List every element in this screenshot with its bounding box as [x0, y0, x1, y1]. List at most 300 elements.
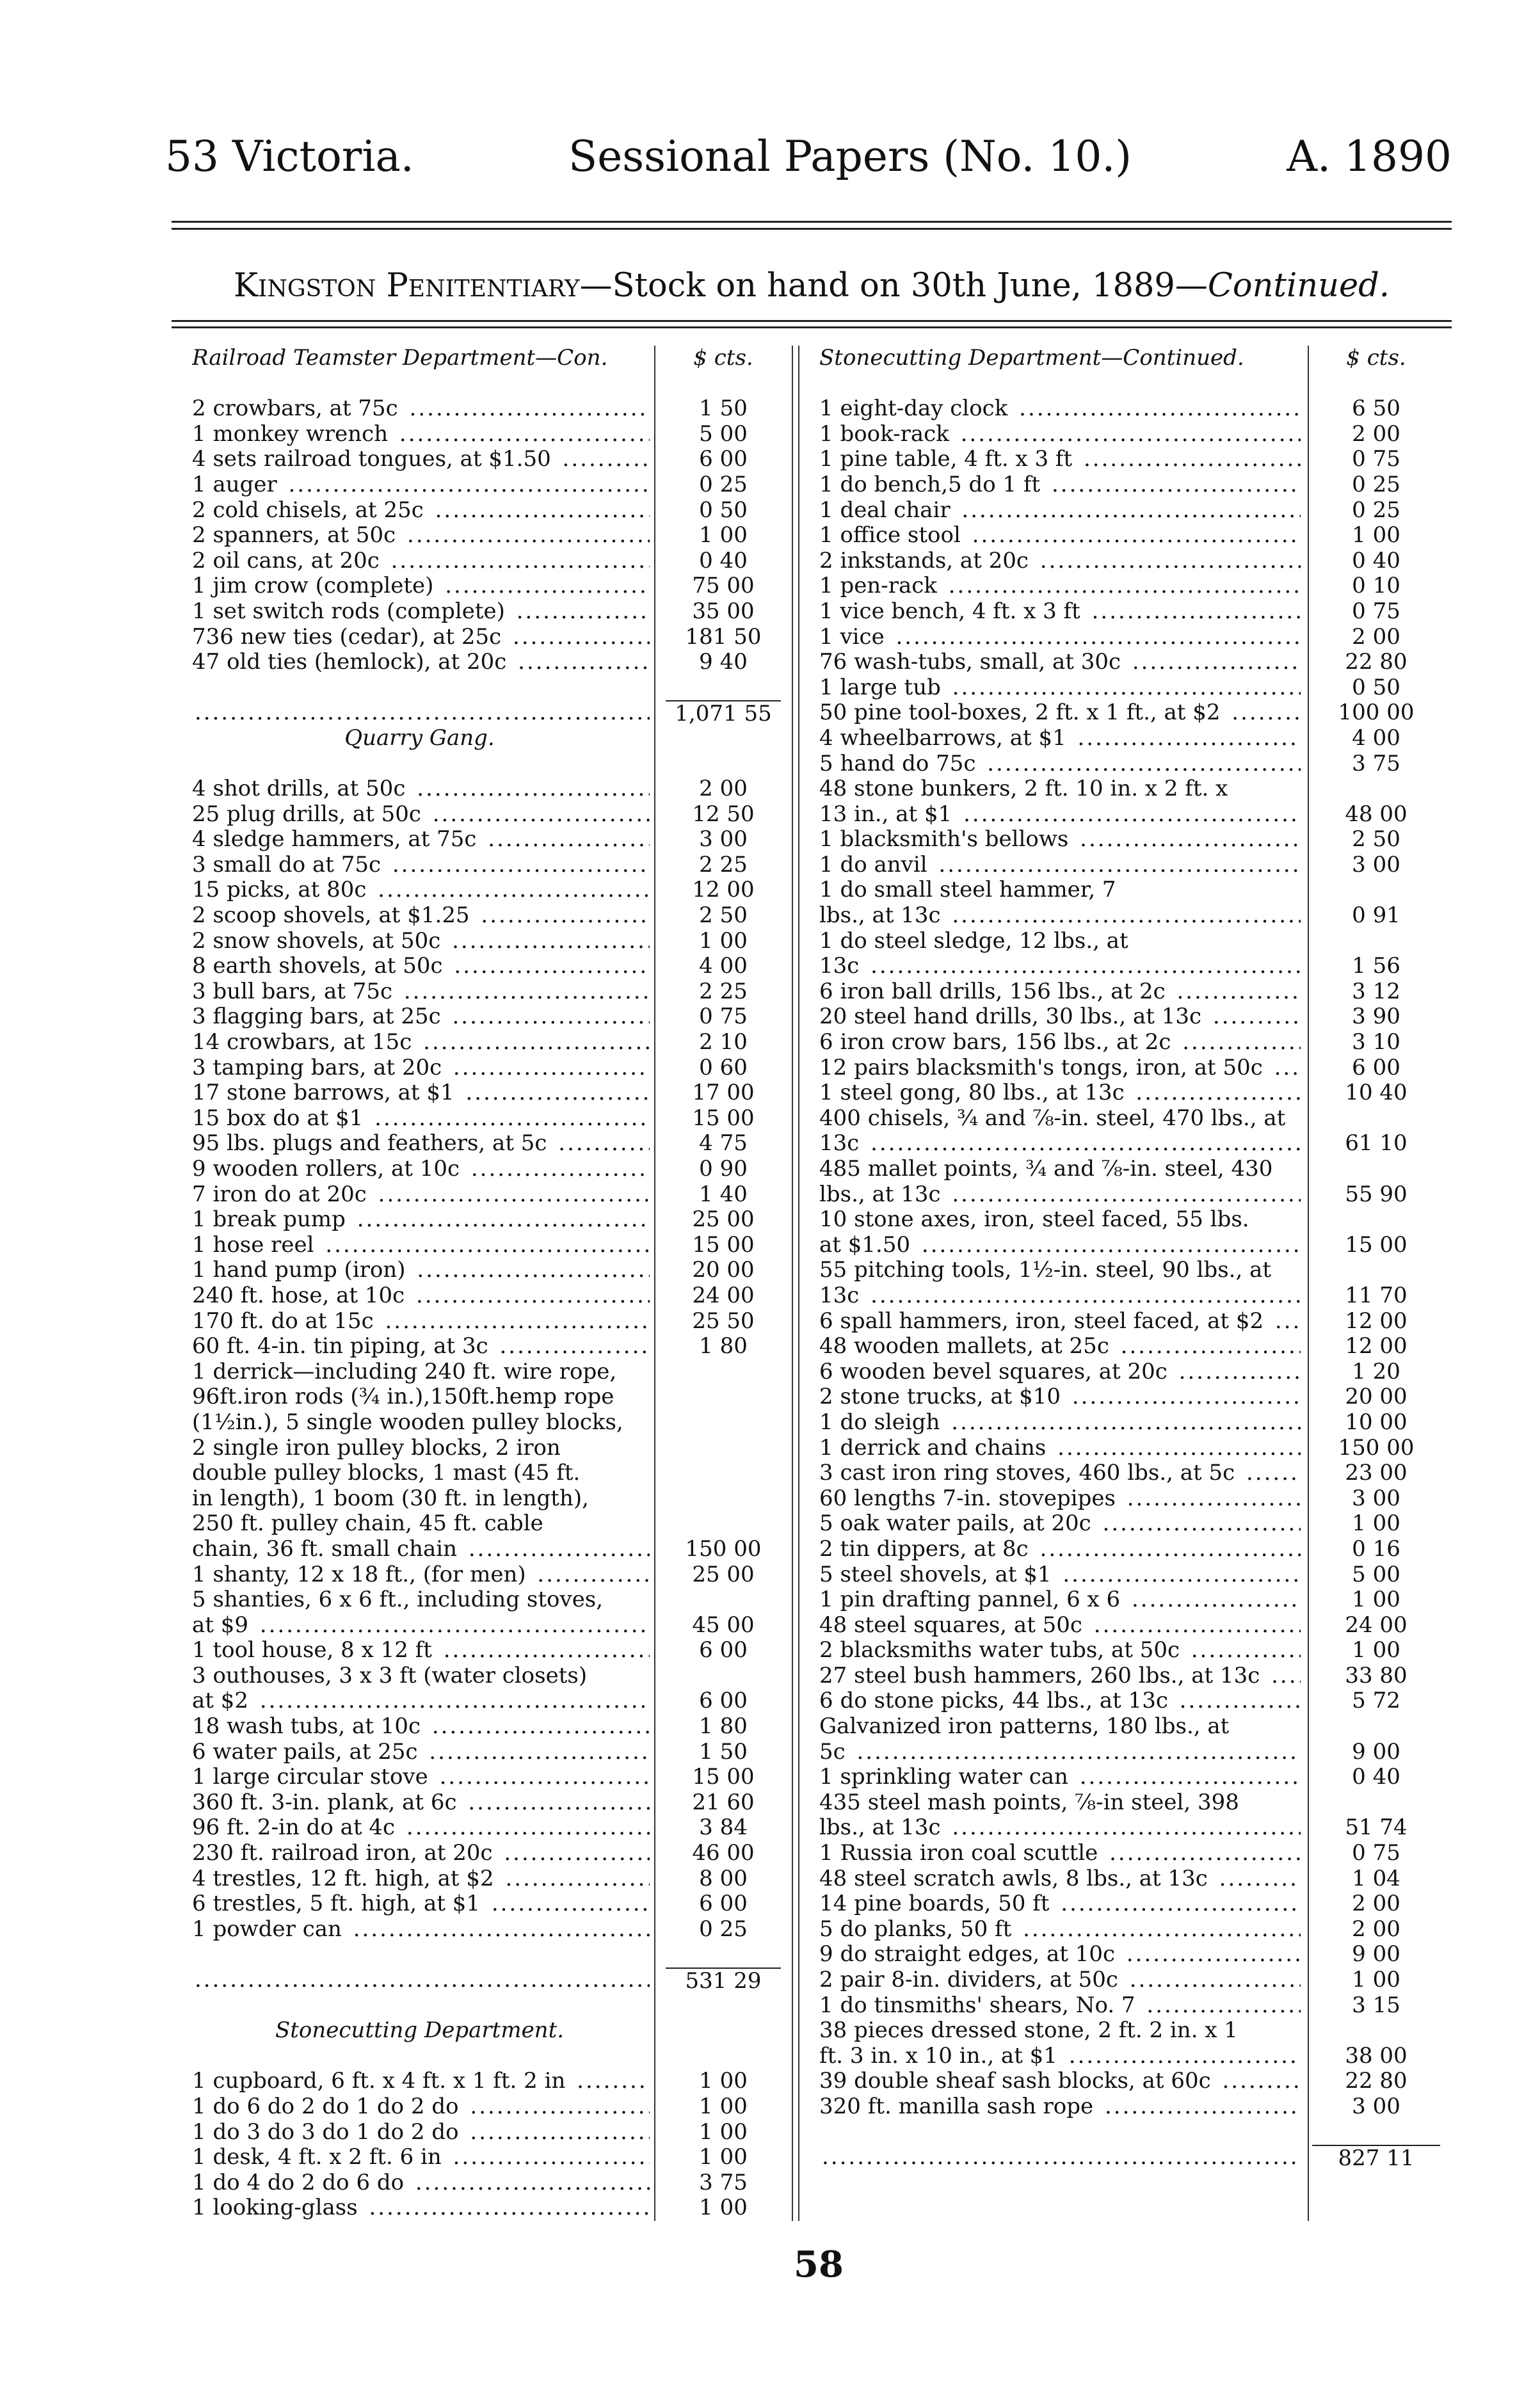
left-row: [192, 2094, 787, 2120]
right-item-description: [819, 1486, 1301, 1512]
right-row: [819, 1207, 1447, 1233]
right-item-text: 5 hand do 75c: [819, 751, 978, 776]
left-item-text: 2 crowbars, at 75c: [192, 396, 401, 421]
right-item-text: 400 chisels, ¾ and ⅞-in. steel, 470 lbs., at: [819, 1106, 1288, 1131]
right-item-text: 12 pairs blacksmith's tongs, iron, at 50c: [819, 1055, 1265, 1080]
left-item-text: at $9: [192, 1613, 251, 1638]
right-item-amount: 10 00: [1345, 1409, 1408, 1435]
left-item-text: [192, 2044, 195, 2069]
right-item-amount: 1 56: [1352, 953, 1400, 979]
left-item-amount: 15 00: [692, 1231, 755, 1258]
left-item-description: [192, 827, 650, 853]
right-item-description: [819, 1283, 1301, 1309]
left-item-description: [192, 472, 650, 498]
left-item-text: Stonecutting Department.: [275, 2018, 566, 2043]
right-item-text: 60 lengths 7-in. stovepipes: [819, 1486, 1118, 1511]
right-item-text: 39 double sheaf sash blocks, at 60c: [819, 2069, 1214, 2094]
right-item-description: [819, 1461, 1301, 1486]
right-row: [819, 346, 1447, 371]
right-row: [819, 1334, 1447, 1359]
left-item-description: [192, 1917, 650, 1943]
right-row: [819, 1917, 1447, 1943]
left-item-amount: 531 29: [666, 1967, 781, 1994]
left-row: [192, 1993, 787, 2019]
left-row: [192, 1258, 787, 1283]
left-row: [192, 1233, 787, 1258]
left-item-amount: 15 00: [692, 1764, 755, 1790]
right-item-text: 10 stone axes, iron, steel faced, 55 lbs.: [819, 1207, 1252, 1232]
right-item-text: 2 tin dippers, at 8c: [819, 1537, 1031, 1562]
right-item-amount: 6 50: [1352, 396, 1400, 422]
left-row: [192, 650, 787, 675]
right-item-description: [819, 573, 1301, 599]
right-item-amount: 100 00: [1338, 700, 1415, 726]
right-item-text: 5 do planks, 50 ft: [819, 1917, 1014, 1942]
right-item-description: [819, 2094, 1301, 2120]
left-row: [192, 853, 787, 878]
left-row: [192, 1942, 787, 1967]
left-row: [192, 726, 787, 751]
right-item-description: [819, 1055, 1301, 1081]
left-row: [192, 1106, 787, 1132]
left-item-amount: 0 25: [699, 471, 748, 497]
left-item-description: [192, 675, 650, 701]
left-item-amount: 3 84: [699, 1815, 748, 1841]
left-row: [192, 1030, 787, 1055]
right-row: [819, 599, 1447, 625]
left-item-text: 60 ft. 4-in. tin piping, at 3c: [192, 1334, 491, 1359]
right-item-description: [819, 1891, 1301, 1917]
left-item-amount: 1 00: [699, 2119, 748, 2145]
left-item-amount: 25 50: [692, 1308, 755, 1334]
right-item-text: 1 pen-rack: [819, 573, 940, 598]
left-item-text: 1 break pump: [192, 1207, 348, 1232]
left-row: [192, 1436, 787, 1461]
right-item-amount: 0 10: [1352, 573, 1400, 599]
left-item-description: [192, 776, 650, 802]
left-item-amount: 25 00: [692, 1206, 755, 1233]
left-item-amount: 2 25: [699, 978, 748, 1004]
left-item-text: 18 wash tubs, at 10c: [192, 1714, 423, 1739]
right-row: [819, 1182, 1447, 1208]
right-row: [819, 650, 1447, 675]
right-item-amount: 150 00: [1338, 1434, 1415, 1461]
left-item-text: [192, 751, 195, 776]
table-rule-bottom: [172, 326, 1452, 328]
right-item-amount: 0 75: [1352, 446, 1400, 472]
right-row: [819, 979, 1447, 1005]
left-item-text: 230 ft. railroad iron, at 20c: [192, 1841, 495, 1866]
header-left: 53 Victoria.: [165, 132, 414, 181]
right-row: [819, 1866, 1447, 1892]
right-item-text: 48 steel scratch awls, 8 lbs., at 13c: [819, 1866, 1210, 1891]
left-item-description: [192, 1740, 650, 1765]
right-item-description: [819, 1233, 1301, 1258]
right-row: [819, 1688, 1447, 1714]
left-item-text: 17 stone barrows, at $1: [192, 1080, 457, 1105]
right-item-description: [819, 776, 1301, 802]
left-item-text: 1 looking-glass: [192, 2195, 360, 2220]
left-row: [192, 1688, 787, 1714]
right-item-amount: 24 00: [1345, 1612, 1408, 1638]
left-item-text: 1 hand pump (iron): [192, 1258, 408, 1283]
left-item-amount: 2 10: [699, 1029, 748, 1055]
left-row: [192, 1055, 787, 1081]
right-item-amount: 22 80: [1345, 649, 1408, 675]
right-item-amount: 827 11: [1312, 2145, 1440, 2172]
left-item-description: [192, 2018, 650, 2044]
left-row: [192, 573, 787, 599]
right-item-description: [819, 2120, 1301, 2145]
left-item-text: 1 shanty, 12 x 18 ft., (for men): [192, 1562, 529, 1587]
right-item-text: 1 do anvil: [819, 853, 930, 877]
left-row: [192, 802, 787, 828]
right-item-description: [819, 1765, 1301, 1790]
left-item-text: 95 lbs. plugs and feathers, at 5c: [192, 1131, 549, 1156]
left-item-description: [192, 903, 650, 929]
right-item-text: 1 book-rack: [819, 422, 952, 447]
right-row: [819, 1410, 1447, 1436]
left-item-description: [192, 1993, 650, 2019]
left-row: [192, 472, 787, 498]
right-item-description: [819, 1638, 1301, 1663]
left-item-amount: 8 00: [699, 1865, 748, 1891]
left-item-text: 2 scoop shovels, at $1.25: [192, 903, 472, 928]
right-row: [819, 1359, 1447, 1385]
left-item-description: [192, 1866, 650, 1892]
right-item-text: 320 ft. manilla sash rope: [819, 2094, 1096, 2119]
right-row: [819, 853, 1447, 878]
left-row: [192, 1537, 787, 1562]
left-row: [192, 929, 787, 954]
left-row: [192, 1638, 787, 1663]
right-item-description: [819, 472, 1301, 498]
right-item-description: [819, 726, 1301, 751]
right-item-amount: 0 16: [1352, 1535, 1400, 1562]
left-item-amount: 1 00: [699, 522, 748, 549]
right-row: [819, 396, 1447, 422]
right-item-description: [819, 371, 1301, 397]
right-item-amount: 3 10: [1352, 1029, 1400, 1055]
right-item-amount: 22 80: [1345, 2068, 1408, 2094]
left-item-text: 2 single iron pulley blocks, 2 iron: [192, 1436, 563, 1461]
left-row: [192, 1359, 787, 1385]
left-item-text: 2 cold chisels, at 25c: [192, 498, 426, 523]
right-item-description: [819, 650, 1301, 675]
right-item-amount: 6 00: [1352, 1054, 1400, 1080]
right-row: [819, 1157, 1447, 1182]
left-item-description: [192, 1131, 650, 1157]
left-item-description: [192, 1461, 650, 1486]
left-item-text: 1 set switch rods (complete): [192, 599, 508, 624]
right-item-amount: 3 00: [1352, 2093, 1400, 2119]
left-row: [192, 346, 787, 371]
left-row: [192, 1815, 787, 1841]
left-item-text: [192, 675, 195, 700]
right-item-text: 1 blacksmith's bellows: [819, 827, 1071, 852]
right-item-text: 1 pin drafting pannel, 6 x 6: [819, 1587, 1123, 1612]
right-item-amount: 3 15: [1352, 1992, 1400, 2018]
left-row: [192, 903, 787, 929]
right-item-description: [819, 1562, 1301, 1588]
left-item-text: 8 earth shovels, at 50c: [192, 954, 445, 979]
right-item-text: 2 blacksmiths water tubs, at 50c: [819, 1638, 1182, 1663]
right-item-text: 1 do sleigh: [819, 1410, 942, 1435]
right-item-text: 76 wash-tubs, small, at 30c: [819, 650, 1123, 675]
right-row: [819, 625, 1447, 650]
right-item-text: 13c: [819, 1283, 862, 1308]
left-item-amount: 1 00: [699, 2068, 748, 2094]
left-item-amount: 1 40: [699, 1181, 748, 1207]
right-item-description: [819, 1258, 1301, 1283]
left-item-description: [192, 2069, 650, 2094]
right-item-amount: 2 00: [1352, 421, 1400, 447]
right-item-description: [819, 1004, 1301, 1030]
right-item-amount: 3 90: [1352, 1004, 1400, 1030]
left-item-amount: 181 50: [685, 623, 762, 650]
right-item-description: [819, 954, 1301, 979]
left-row: [192, 371, 787, 397]
right-item-description: [819, 675, 1301, 701]
left-item-description: [192, 2195, 650, 2221]
right-item-description: [819, 1334, 1301, 1359]
right-row: [819, 549, 1447, 574]
left-row: [192, 1740, 787, 1765]
left-item-text: 3 flagging bars, at 25c: [192, 1004, 444, 1029]
right-row: [819, 1613, 1447, 1639]
left-item-description: [192, 929, 650, 954]
right-item-text: 5c: [819, 1740, 848, 1765]
right-row: [819, 1258, 1447, 1283]
left-row: [192, 2170, 787, 2196]
right-item-text: 20 steel hand drills, 30 lbs., at 13c: [819, 1004, 1204, 1029]
right-item-text: 1 steel gong, 80 lbs., at 13c: [819, 1080, 1127, 1105]
left-item-description: [192, 1309, 650, 1334]
right-item-text: 1 deal chair: [819, 498, 953, 523]
right-item-text: 13c: [819, 1131, 862, 1156]
right-item-amount: 1 04: [1352, 1865, 1400, 1891]
right-item-description: [819, 1537, 1301, 1562]
right-row: [819, 1790, 1447, 1816]
right-row: [819, 1891, 1447, 1917]
left-item-description: [192, 422, 650, 447]
right-item-description: [819, 1866, 1301, 1892]
right-item-description: [819, 827, 1301, 853]
left-item-amount: 1 80: [699, 1333, 748, 1359]
right-row: [819, 498, 1447, 524]
left-item-description: [192, 1157, 650, 1182]
left-item-text: 2 snow shovels, at 50c: [192, 929, 443, 954]
left-item-description: [192, 625, 650, 650]
left-item-text: 3 bull bars, at 75c: [192, 979, 395, 1004]
left-item-description: [192, 1384, 650, 1410]
page-subtitle: [172, 264, 1452, 309]
left-item-description: [192, 371, 650, 397]
right-item-description: [819, 802, 1301, 828]
right-item-description: [819, 1790, 1301, 1816]
left-item-text: [192, 371, 195, 396]
left-item-text: 736 new ties (cedar), at 25c: [192, 625, 504, 650]
subtitle-continued: Continued.: [1207, 267, 1390, 305]
left-item-description: [192, 2120, 650, 2145]
left-item-text: 1 powder can: [192, 1917, 344, 1942]
right-item-text: 1 vice: [819, 625, 887, 650]
left-item-text: 5 shanties, 6 x 6 ft., including stoves,: [192, 1587, 606, 1612]
right-item-description: [819, 1967, 1301, 1993]
left-item-amount: 6 00: [699, 1688, 748, 1714]
left-item-text: (1½in.), 5 single wooden pulley blocks,: [192, 1410, 626, 1435]
right-item-amount: 5 72: [1352, 1688, 1400, 1714]
left-item-amount: 0 75: [699, 1004, 748, 1030]
left-item-amount: 2 00: [699, 776, 748, 802]
right-item-amount: 11 70: [1345, 1282, 1408, 1308]
left-item-text: 1 do 4 do 2 do 6 do: [192, 2170, 406, 2195]
left-item-description: [192, 1030, 650, 1055]
left-item-description: [192, 2094, 650, 2120]
right-item-amount: 55 90: [1345, 1181, 1408, 1207]
left-item-amount: 1 50: [699, 1738, 748, 1765]
left-row: [192, 2195, 787, 2221]
left-row: [192, 1967, 787, 1993]
right-item-amount: 2 00: [1352, 1916, 1400, 1942]
left-item-description: [192, 2170, 650, 2196]
right-item-description: [819, 903, 1301, 929]
right-item-amount: 1 00: [1352, 1511, 1400, 1537]
left-item-text: at $2: [192, 1688, 251, 1713]
right-item-text: 27 steel bush hammers, 260 lbs., at 13c: [819, 1663, 1262, 1688]
left-item-text: 2 oil cans, at 20c: [192, 549, 382, 573]
right-item-amount: 0 25: [1352, 471, 1400, 497]
left-item-amount: 0 60: [699, 1054, 748, 1080]
left-row: [192, 1080, 787, 1106]
left-item-description: [192, 2044, 650, 2069]
right-row: [819, 371, 1447, 397]
left-row: [192, 1511, 787, 1537]
right-item-description: [819, 396, 1301, 422]
right-row: [819, 1486, 1447, 1512]
left-item-amount: 17 00: [692, 1080, 755, 1106]
left-row: [192, 1384, 787, 1410]
right-item-description: [819, 2069, 1301, 2094]
right-row: [819, 523, 1447, 549]
left-item-text: [192, 1942, 195, 1967]
left-item-description: [192, 1714, 650, 1740]
right-item-text: 6 spall hammers, iron, steel faced, at $2: [819, 1309, 1266, 1334]
right-row: [819, 1841, 1447, 1866]
right-item-description: [819, 929, 1301, 954]
right-item-description: [819, 1359, 1301, 1385]
left-item-description: [192, 802, 650, 828]
left-item-amount: 35 00: [692, 598, 755, 624]
right-item-amount: 4 00: [1352, 725, 1400, 751]
left-item-amount: 21 60: [692, 1789, 755, 1815]
right-item-text: 1 Russia iron coal scuttle: [819, 1841, 1100, 1866]
left-row: [192, 549, 787, 574]
header-rule-top: [172, 221, 1452, 223]
right-item-amount: 2 50: [1352, 826, 1400, 853]
right-item-text: 48 wooden mallets, at 25c: [819, 1334, 1112, 1359]
left-item-text: 240 ft. hose, at 10c: [192, 1283, 407, 1308]
right-row: [819, 422, 1447, 447]
right-item-description: [819, 1309, 1301, 1334]
right-item-amount: 20 00: [1345, 1384, 1408, 1410]
left-item-description: [192, 1359, 650, 1385]
right-item-description: [819, 751, 1301, 777]
right-item-amount: 38 00: [1345, 2042, 1408, 2069]
left-item-description: [192, 1562, 650, 1588]
right-item-description: [819, 1182, 1301, 1208]
left-row: [192, 447, 787, 472]
left-item-text: 1 do 3 do 3 do 1 do 2 do: [192, 2120, 461, 2145]
right-row: [819, 1765, 1447, 1790]
right-row: [819, 776, 1447, 802]
right-item-amount: 1 00: [1352, 1967, 1400, 1992]
right-row: [819, 1663, 1447, 1689]
left-item-text: 25 plug drills, at 50c: [192, 802, 424, 827]
left-row: [192, 422, 787, 447]
left-row: [192, 1157, 787, 1182]
right-item-description: [819, 1436, 1301, 1461]
right-item-text: 50 pine tool-boxes, 2 ft. x 1 ft., at $2: [819, 700, 1223, 725]
left-item-description: [192, 1841, 650, 1866]
right-item-amount: 1 00: [1352, 522, 1400, 549]
right-item-text: lbs., at 13c: [819, 903, 943, 928]
right-item-amount: 0 50: [1352, 674, 1400, 700]
right-item-description: [819, 1157, 1301, 1182]
left-item-description: [192, 1891, 650, 1917]
left-item-amount: 0 90: [699, 1156, 748, 1182]
left-item-description: [192, 573, 650, 599]
right-item-description: [819, 1080, 1301, 1106]
left-row: [192, 396, 787, 422]
right-row: [819, 2145, 1447, 2170]
left-row: [192, 1841, 787, 1866]
left-item-amount: 6 00: [699, 1891, 748, 1917]
left-item-amount: 4 75: [699, 1130, 748, 1157]
left-item-amount: 1 00: [699, 2195, 748, 2221]
left-item-description: [192, 1663, 650, 1689]
left-item-text: double pulley blocks, 1 mast (45 ft.: [192, 1461, 582, 1486]
left-item-text: 360 ft. 3-in. plank, at 6c: [192, 1790, 460, 1815]
right-item-amount: 12 00: [1345, 1308, 1408, 1334]
left-row: [192, 1182, 787, 1208]
right-item-description: [819, 1993, 1301, 2019]
left-item-text: 1 jim crow (complete): [192, 573, 436, 598]
left-row: [192, 1613, 787, 1639]
left-item-amount: 6 00: [699, 1637, 748, 1663]
left-item-amount: 5 00: [699, 421, 748, 447]
right-row: [819, 1587, 1447, 1613]
left-item-description: [192, 1004, 650, 1030]
left-row: [192, 1917, 787, 1943]
right-item-description: [819, 447, 1301, 472]
right-item-description: [819, 1688, 1301, 1714]
left-item-description: [192, 1055, 650, 1081]
left-item-text: chain, 36 ft. small chain: [192, 1537, 460, 1562]
left-row: [192, 498, 787, 524]
right-row: [819, 1537, 1447, 1562]
left-item-description: [192, 751, 650, 777]
left-item-amount: 15 00: [692, 1105, 755, 1131]
right-item-description: [819, 549, 1301, 574]
right-item-text: 485 mallet points, ¾ and ⅞-in. steel, 430: [819, 1157, 1275, 1182]
left-item-text: 6 trestles, 5 ft. high, at $1: [192, 1891, 483, 1916]
left-item-description: [192, 1790, 650, 1816]
right-item-text: ft. 3 in. x 10 in., at $1: [819, 2044, 1060, 2069]
right-row: [819, 1511, 1447, 1537]
left-column: [192, 346, 787, 2221]
left-item-amount: 45 00: [692, 1612, 755, 1638]
